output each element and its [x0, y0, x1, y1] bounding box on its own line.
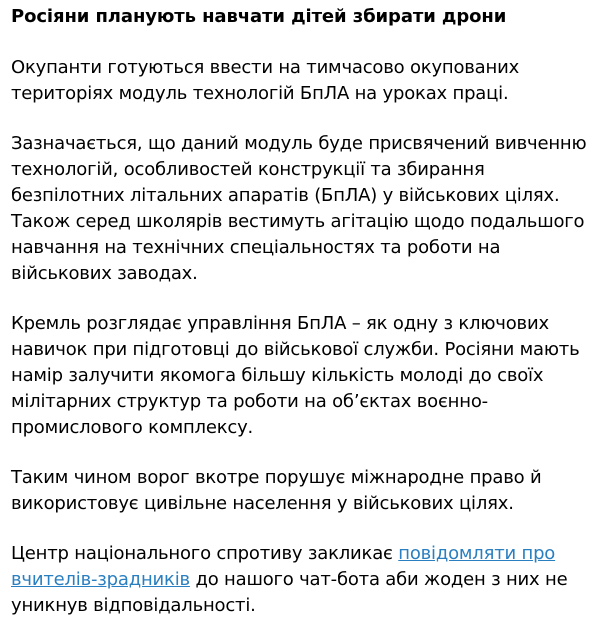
- post-title: Росіяни планують навчати дітей збирати дрони: [11, 6, 507, 27]
- paragraph-text-before-link: Центр національного спротиву закликає: [11, 543, 399, 564]
- post-paragraph-4: Таким чином ворог вкотре порушує міжнародне право й використовує цивільне населення у військових цілях.: [11, 467, 542, 514]
- paragraph-text-after-link: до нашого чат-бота аби жоден з них не уникнув відповідальності.: [11, 569, 568, 616]
- post-paragraph-2: Зазначається, що даний модуль буде присвячений вивченню технологій, особливостей конструкції та збирання безпілотних літальних апаратів (БпЛА) у військових цілях. Також серед школярів вестимуть агітацію щодо подальшого навчання на технічних спеціальностях та роботи на військових заводах.: [11, 133, 587, 284]
- post-paragraph-1: Окупанти готуються ввести на тимчасово окупованих територіях модуль технологій БпЛА на уроках праці.: [11, 57, 520, 104]
- post-paragraph-3: Кремль розглядає управління БпЛА – як одну з ключових навичок при підготовці до військової служби. Росіяни мають намір залучити якомога більшу кількість молоді до своїх мілітарних структур та роботи на об’єктах воєнно-промислового комплексу.: [11, 313, 580, 438]
- post-paragraph-5: [11, 541, 589, 619]
- report-teachers-link[interactable]: повідомляти про вчителів-зрадників: [11, 543, 556, 590]
